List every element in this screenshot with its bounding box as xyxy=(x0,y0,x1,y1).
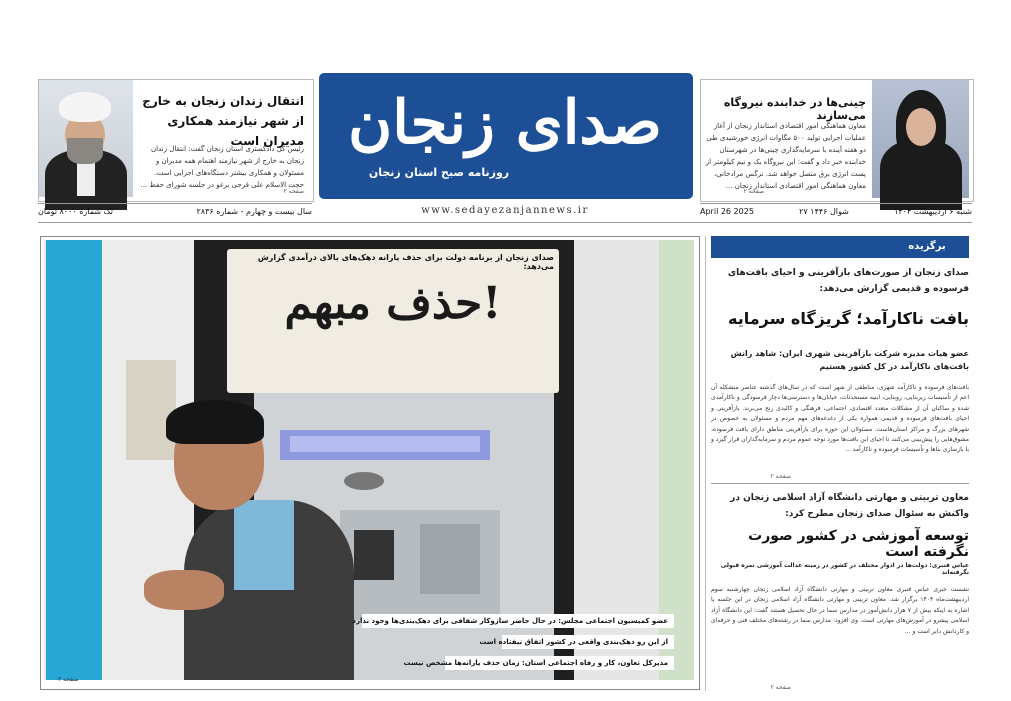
lead-page-ref[interactable]: صفحه ۲ xyxy=(58,676,79,683)
date-persian: شنبه ۶ اردیبهشت ۱۴۰۴ xyxy=(894,207,972,216)
top-right-summary: معاون هماهنگی امور اقتصادی استاندار زنجان از آغاز عملیات اجرایی تولید ۵۰۰ مگاوات انرژی خورشیدی طی دو هفته آینده با سرمایه‌گذاری چینی‌ها در شهرستان خدابنده خبر داد و گفت: این نیروگاه یک و نیم کیلومتر از پست انرژی برق متصل خواهد شد. نرگس مرادخانی، معاون هماهنگی امور اقتصادی استاندار زنجان ... xyxy=(705,122,866,190)
article2-body: نشست خبری عباس قنبری معاون تربیتی و مهارتی دانشگاه آزاد اسلامی زنجان چهارشنبه سوم اردیبهشت‌ماه ۱۴۰۴ برگزار شد. معاون تربیتی و مهارتی دانشگاه آزاد اسلامی زنجان در این جلسه با اشاره به اینکه بیش از ۷ هزار دانش‌آموز در مدارس سما در حال تحصیل هستند گفت: این دانشگاه آزاد اسلامی پیشرو در آموزش‌های مهارتی است. وی افزود: مدارس سما در رشته‌های مختلف فنی و حرفه‌ای و کاردانش دایر است و ... xyxy=(711,586,970,635)
article1-kicker: صدای زنجان از صورت‌های بازآفرینی و احیای بافت‌های فرسوده و قدیمی گزارش می‌دهد: xyxy=(727,268,969,294)
newspaper-title: صدای زنجان xyxy=(348,88,662,158)
website-url[interactable]: www.sedayezanjannews.ir xyxy=(421,205,589,216)
divider xyxy=(700,203,972,204)
article1-body: بافت‌های فرسوده و ناکارآمد شهری، مناطقی از شهر است که در سال‌های گذشته عناصر متشکله آن اعم از تأسیسات زیربنایی، روبنایی، ابنیه مستحدثات، خیابان‌ها و دسترسی‌ها دچار فرسودگی و ناکارآمدی شده و ساکنان آن از مشکلات متعدد اقتصادی، اجتماعی، فرهنگی و کالبدی رنج می‌برند. بازآفرینی و احیای بافت‌های فرسوده و قدیمی همواره یکی از دغدغه‌های مهم مردم و مسئولان به خصوص در شهرهای بزرگ و مراکز استان‌هاست. مسئولان این حوزه برای بازآفرینی مناطق دارای بافت فرسوده، مشوق‌هایی را پیش‌بینی می‌کنند تا احیای این بافت‌ها مورد توجه عموم مردم و سرمایه‌گذاران قرار گیرد و با بازسازی بناها و تأسیسات فرسوده و ناکارآمد ... xyxy=(711,384,969,454)
article1-headline[interactable]: بافت ناکارآمد؛ گریزگاه سرمایه xyxy=(728,309,969,328)
lead-caption-3: مدیرکل تعاون، کار و رفاه اجتماعی استان: زمان حذف یارانه‌ها مشخص نیست xyxy=(445,656,674,670)
top-left-summary: رئیس کل دادگستری استان زنجان گفت: انتقال زندان زنجان به خارج از شهر نیازمند اهتمام همه مدیران و مسئولان و همکاری بیشتر دستگاه‌های اجرایی است. حجت الاسلام علی قرجی برغو در جلسه شورای حفظ ... xyxy=(140,145,304,189)
cleric-portrait-photo xyxy=(39,80,133,197)
article1-subhead: عضو هیات مدیره شرکت بازآفرینی شهری ایران: شاهد رانش بافت‌های ناکارآمد در کل کشور هستیم xyxy=(730,349,969,371)
divider xyxy=(38,222,972,223)
masthead-logo xyxy=(319,73,693,199)
woman-portrait-photo xyxy=(872,80,969,198)
lead-caption-1: عضو کمیسیون اجتماعی مجلس: در حال حاضر سازوکار شفافی برای دهک‌بندی‌ها وجود ندارد xyxy=(362,614,674,628)
article2-page-ref[interactable]: صفحه ۲ xyxy=(770,684,791,691)
year-issue: سال بیست و چهارم - شماره ۲۸۳۶ xyxy=(196,207,312,216)
price: تک شماره ۸۰۰۰ تومان xyxy=(38,207,113,216)
date-hijri: ۲۷ شوال ۱۴۴۶ xyxy=(799,207,849,216)
picks-label: برگزیده xyxy=(908,241,946,252)
banner-caption: صدای زنجان از برنامه دولت برای حذف یارانه دهک‌های بالای درآمدی گزارش می‌دهد: xyxy=(257,253,554,271)
divider xyxy=(711,483,969,484)
divider xyxy=(38,203,312,204)
newspaper-subtitle: روزنامه صبح استان زنجان xyxy=(368,166,510,179)
article2-subhead: عباس قنبری: دولت‌ها در ادوار مختلف در کشور در زمینه عدالت آموزشی نمره قبولی نگرفته‌اند xyxy=(720,562,969,576)
top-left-headline[interactable]: انتقال زندان زنجان به خارج از شهر نیازمند همکاری مدیران است xyxy=(142,94,304,148)
article2-kicker: معاون تربیتی و مهارتی دانشگاه آزاد اسلامی زنجان در واکنش به سئوال صدای زنجان مطرح کرد: xyxy=(730,493,969,519)
lead-headline[interactable]: حذف مبهم! xyxy=(284,278,502,329)
date-english: April 26 2025 xyxy=(700,207,754,216)
top-left-page-ref[interactable]: صفحه ۲ xyxy=(283,188,304,195)
date-info xyxy=(700,207,972,216)
article1-page-ref[interactable]: صفحه ۲ xyxy=(770,473,791,480)
top-right-page-ref[interactable]: صفحه ۲ xyxy=(743,188,764,195)
lead-caption-2: از این رو دهک‌بندی واقعی در کشور اتفاق نیفتاده است xyxy=(502,635,674,649)
top-right-headline[interactable]: چینی‌ها در خدابنده نیروگاه می‌سازند xyxy=(723,96,866,122)
article2-headline[interactable]: توسعه آموزشی در کشور صورت نگرفته است xyxy=(748,528,969,560)
issue-info xyxy=(38,207,312,216)
